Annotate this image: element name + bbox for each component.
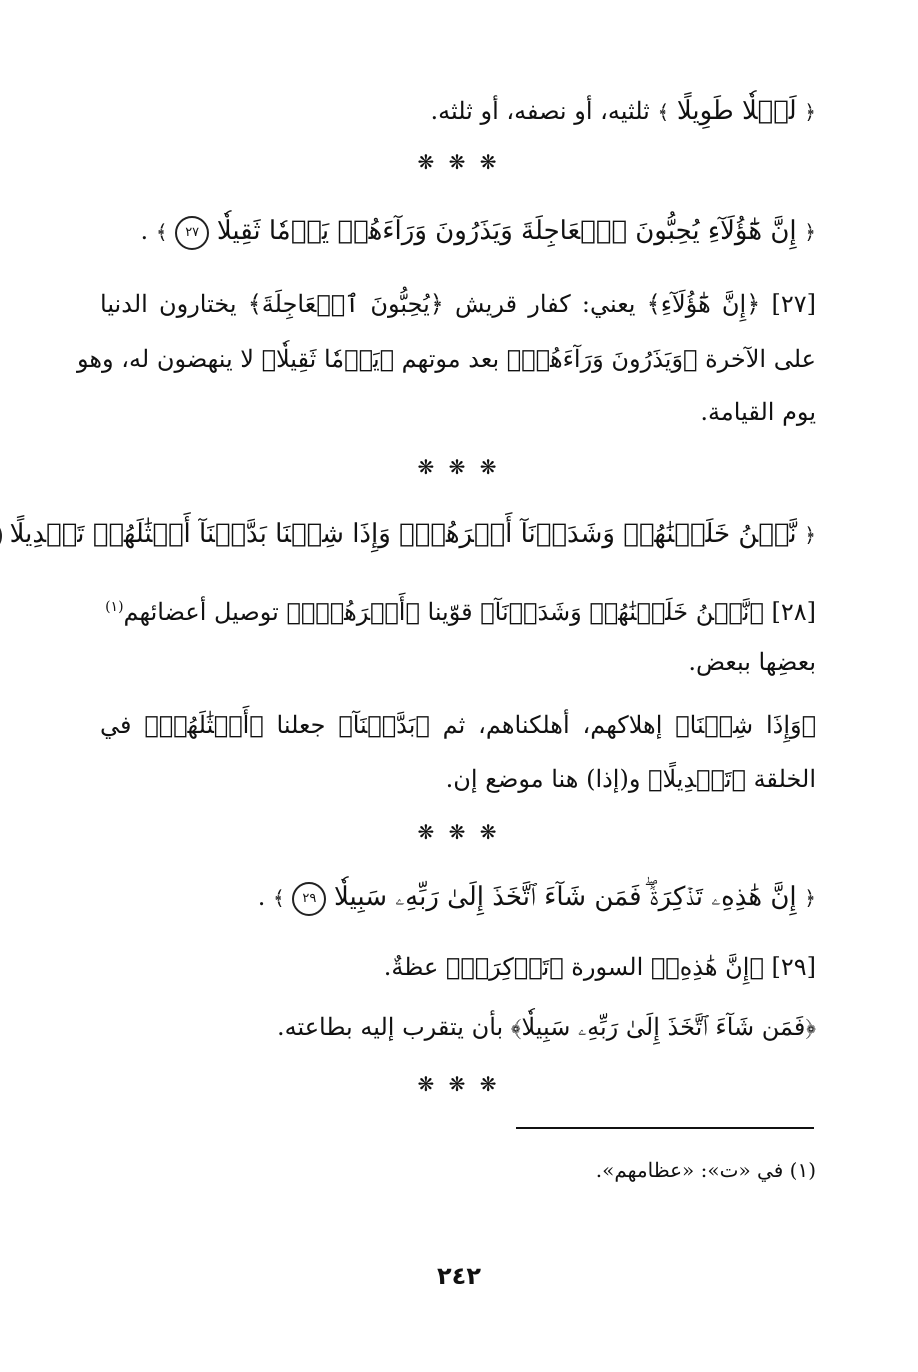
footnote-divider (516, 1127, 814, 1129)
verse-line (9, 515, 816, 554)
ornament-open: ﴿ (804, 523, 816, 547)
commentary-line: ﴿فَمَن شَآءَ ٱتَّخَذَ إِلَىٰ رَبِّهِۦ سَبِيلٗا﴾ بأن يتقرب إليه بطاعته. (276, 1013, 816, 1041)
quran-fragment: لَيۡلٗا طَوِيلًا (676, 96, 797, 126)
section-separator: ❋ ❋ ❋ (417, 455, 501, 479)
quran-verse: نَّحۡنُ خَلَقۡنَٰهُمۡ وَشَدَدۡنَآ أَسۡرَهُمۡۖ وَإِذَا شِئۡنَا بَدَّلۡنَآ أَمۡثَٰلَهُمۡ تَبۡدِيلًا (9, 519, 797, 549)
text-line (100, 92, 816, 131)
ornament-open: ﴿ (804, 220, 816, 244)
ornament-close: ﴾ (657, 100, 670, 124)
ayah-number-marker: ٢٧ (175, 216, 209, 250)
ornament-close: ﴾ (155, 220, 168, 244)
verse-line (100, 878, 816, 917)
ornament-open: ﴿ (804, 100, 816, 124)
ornament-open: ﴿ (804, 886, 816, 910)
section-separator: ❋ ❋ ❋ (417, 820, 501, 844)
footnote-reference: (١) (105, 599, 124, 615)
period: . (257, 883, 266, 911)
page-number: ٢٤٢ (437, 1262, 481, 1290)
footnote: (١) في «ت»: «عظامهم». (595, 1158, 816, 1182)
commentary-line: [٢٧] ﴿إِنَّ هَٰٓؤُلَآءِ﴾ يعني: كفار قريش ﴿يُحِبُّونَ ٱلۡعَاجِلَةَ﴾ يختارون الدنيا (100, 290, 816, 318)
quran-verse: إِنَّ هَٰٓؤُلَآءِ يُحِبُّونَ ٱلۡعَاجِلَةَ وَيَذَرُونَ وَرَآءَهُمۡ يَوۡمٗا ثَقِيلٗا (216, 216, 797, 246)
commentary-line: يوم القيامة. (700, 398, 816, 426)
commentary-line: بعضِها ببعض. (688, 648, 816, 676)
commentary-line: على الآخرة ﴿وَيَذَرُونَ وَرَآءَهُمۡ﴾ بعد موتهم ﴿يَوۡمٗا ثَقِيلٗا﴾ لا ينهضون له، وهو (76, 345, 816, 373)
quran-verse: إِنَّ هَٰذِهِۦ تَذۡكِرَةٞۖ فَمَن شَآءَ ٱتَّخَذَ إِلَىٰ رَبِّهِۦ سَبِيلٗا (334, 882, 797, 912)
verse-line (100, 212, 816, 251)
commentary-line: [٢٩] ﴿إِنَّ هَٰذِهِۦ﴾ السورة ﴿تَذۡكِرَةٞ﴾ عظةٌ. (383, 953, 816, 981)
commentary-line: ﴿وَإِذَا شِئۡنَا﴾ إهلاكهم، أهلكناهم، ثم ﴿بَدَّلۡنَآ﴾ جعلنا ﴿أَمۡثَٰلَهُمۡ﴾ في (100, 711, 816, 739)
section-separator: ❋ ❋ ❋ (417, 1072, 501, 1096)
commentary-line: الخلقة ﴿تَبۡدِيلًا﴾ و(إذا) هنا موضع إن. (445, 765, 816, 793)
ornament-close: ﴾ (273, 886, 285, 910)
commentary-text: [٢٨] ﴿نَّحۡنُ خَلَقۡنَٰهُمۡ وَشَدَدۡنَآ﴾ قوّينا ﴿أَسۡرَهُمۡۖ﴾ توصيل أعضائهم (123, 598, 816, 626)
period: . (140, 217, 149, 245)
ayah-number-marker (0, 519, 2, 553)
section-separator: ❋ ❋ ❋ (417, 150, 501, 174)
commentary-text: ثلثيه، أو نصفه، أو ثلثه. (430, 97, 650, 125)
ayah-number-marker: ٢٩ (292, 882, 326, 916)
commentary-line (100, 588, 816, 631)
